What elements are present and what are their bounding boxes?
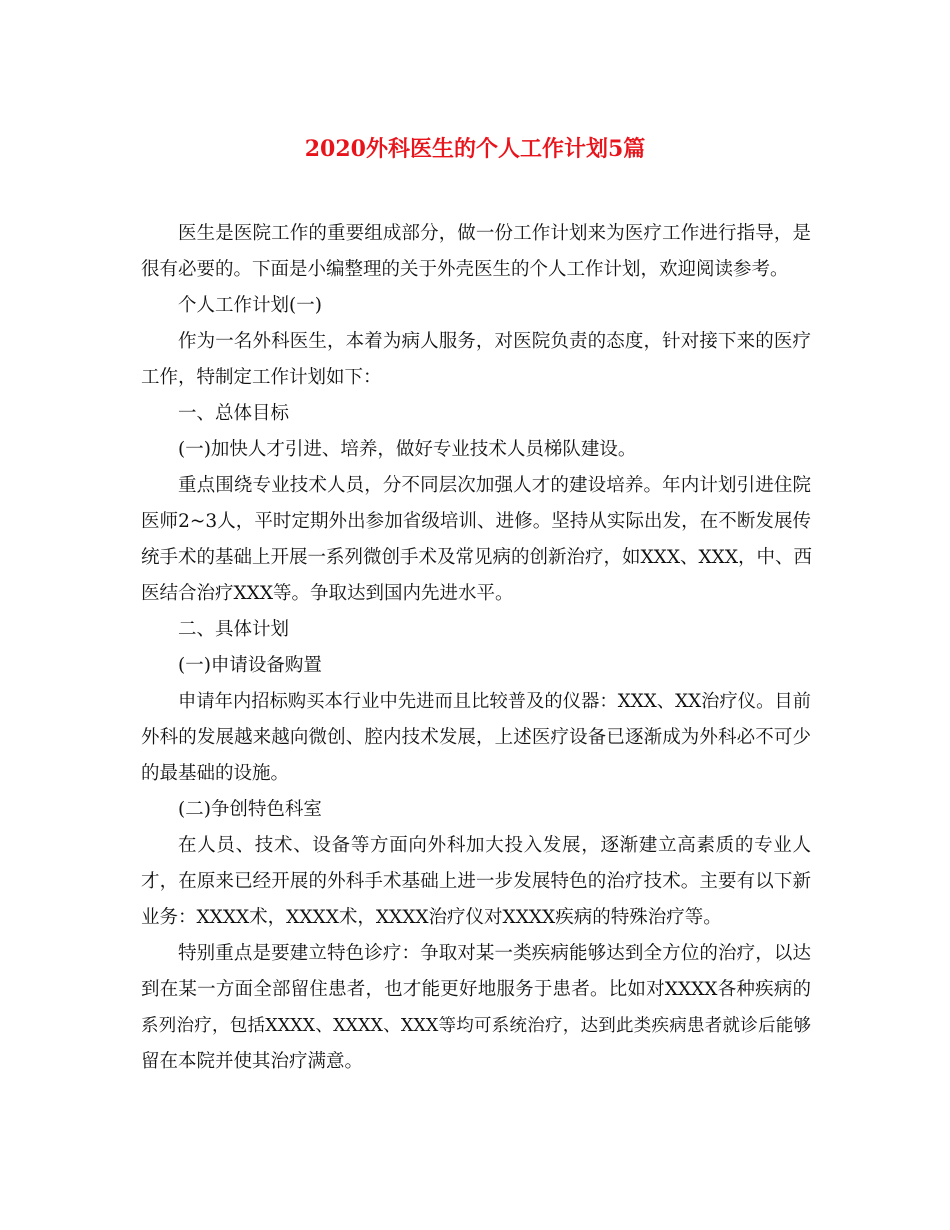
paragraph-line: 才，在原来已经开展的外科手术基础上进一步发展特色的治疗技术。主要有以下新 [141, 871, 811, 892]
paragraph-line: 特别重点是要建立特色诊疗：争取对某一类疾病能够达到全方位的治疗，以达 [178, 943, 811, 964]
paragraph-line: 申请年内招标购买本行业中先进而且比较普及的仪器：XXX、XX治疗仪。目前 [178, 691, 811, 712]
section-heading: 一、总体目标 [178, 403, 290, 424]
paragraph-line: 工作，特制定工作计划如下： [141, 367, 382, 388]
paragraph-line: 外科的发展越来越向微创、腔内技术发展，上述医疗设备已逐渐成为外科必不可少 [141, 727, 811, 748]
paragraph-line: 很有必要的。下面是小编整理的关于外壳医生的个人工作计划，欢迎阅读参考。 [141, 259, 789, 280]
paragraph-line: 医结合治疗XXX等。争取达到国内先进水平。 [141, 583, 514, 604]
paragraph-line: 作为一名外科医生，本着为病人服务，对医院负责的态度，针对接下来的医疗 [178, 331, 811, 352]
paragraph-line: 的最基础的设施。 [141, 763, 290, 784]
section-heading: 二、具体计划 [178, 619, 290, 640]
paragraph-line: 留在本院并使其治疗满意。 [141, 1051, 364, 1072]
paragraph-line: 系列治疗，包括XXXX、XXXX、XXX等均可系统治疗，达到此类疾病患者就诊后能够 [141, 1016, 811, 1036]
paragraph-line: 医生是医院工作的重要组成部分，做一份工作计划来为医疗工作进行指导，是 [178, 223, 811, 244]
paragraph-line: 统手术的基础上开展一系列微创手术及常见病的创新治疗，如XXX、XXX，中、西 [141, 547, 813, 568]
paragraph-line: 医师2~3人，平时定期外出参加省级培训、进修。坚持从实际出发，在不断发展传 [141, 511, 811, 532]
paragraph-line: 重点围绕专业技术人员，分不同层次加强人才的建设培养。年内计划引进住院 [178, 475, 811, 496]
subsection-heading: (二)争创特色科室 [178, 799, 322, 820]
document-body [141, 216, 811, 1080]
paragraph-line: 在人员、技术、设备等方面向外科加大投入发展，逐渐建立高素质的专业人 [178, 835, 811, 856]
paragraph-line: 到在某一方面全部留住患者，也才能更好地服务于患者。比如对XXXX各种疾病的 [141, 979, 811, 1000]
subsection-heading: (一)申请设备购置 [178, 655, 322, 676]
subsection-heading: (一)加快人才引进、培养，做好专业技术人员梯队建设。 [178, 439, 637, 460]
paragraph-line: 业务：XXXX术，XXXX术，XXXX治疗仪对XXXX疾病的特殊治疗等。 [141, 907, 722, 928]
document-title: 2020外科医生的个人工作计划5篇 [304, 136, 646, 162]
section-heading: 个人工作计划(一) [178, 295, 322, 316]
